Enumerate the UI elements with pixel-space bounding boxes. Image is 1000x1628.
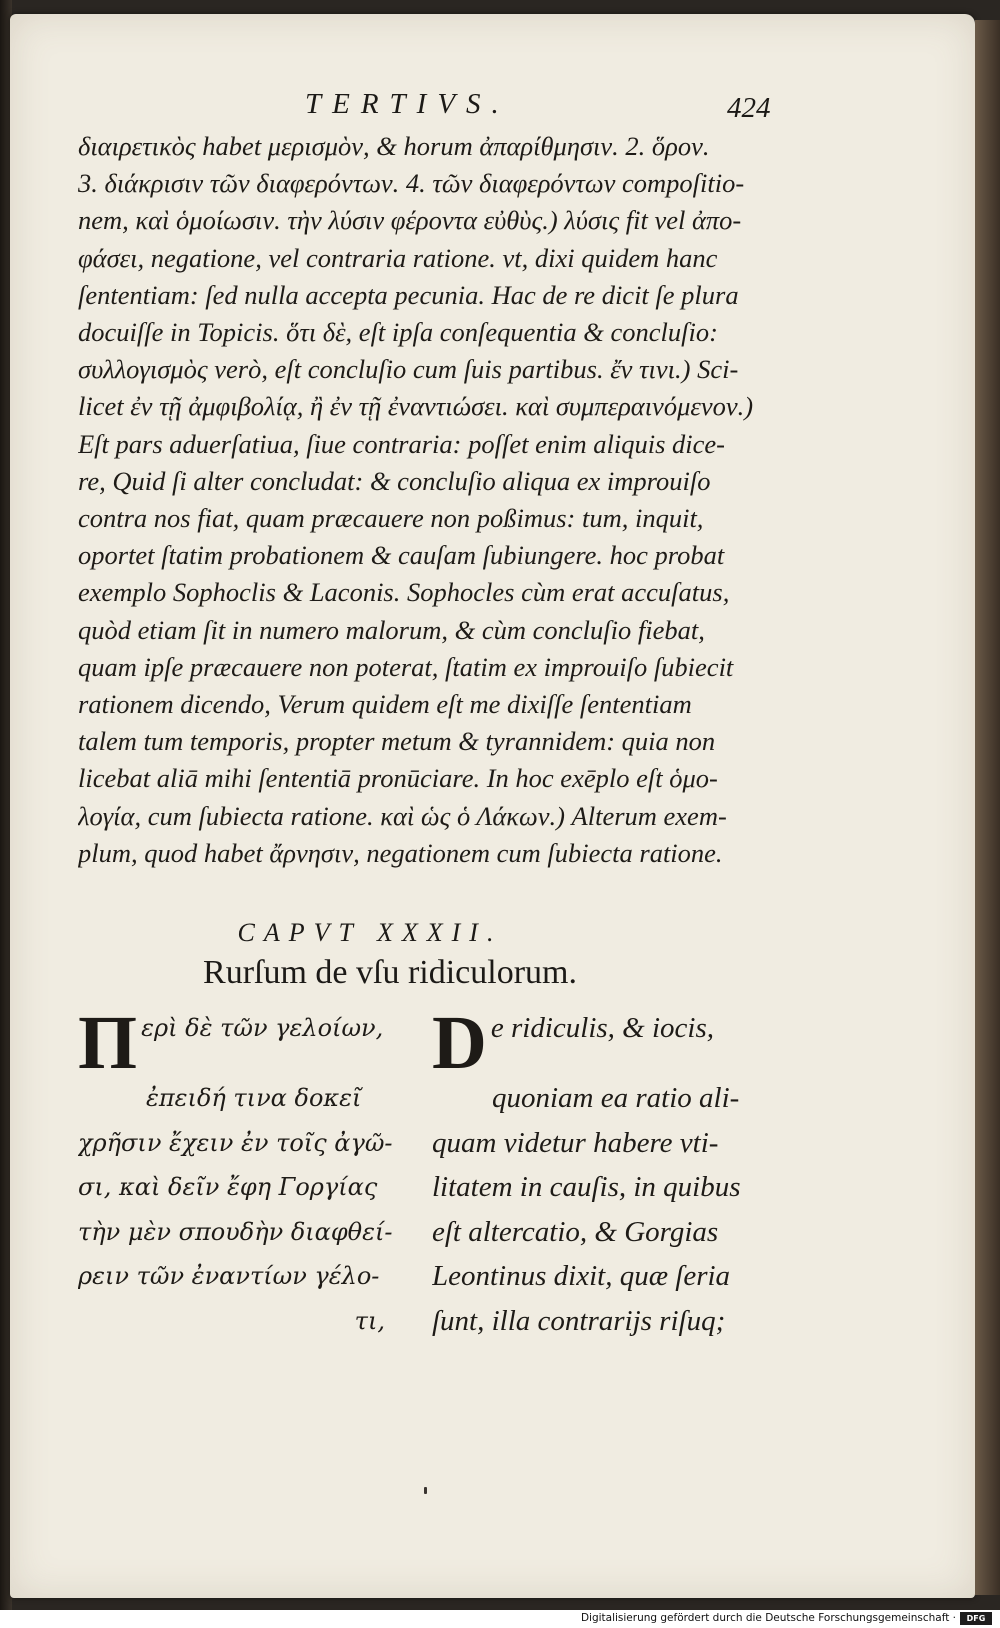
commentary-line: quòd etiam ſit in numero malorum, & cùm concluſio fiebat, bbox=[78, 614, 705, 645]
latin-line: eſt altercatio, & Gorgias bbox=[432, 1215, 719, 1248]
latin-line: e ridiculis, & iocis, bbox=[490, 1012, 715, 1044]
greek-dropcap: Π bbox=[78, 1006, 138, 1076]
greek-line: ἐπειδή τινα δοκεῖ bbox=[146, 1084, 362, 1112]
commentary-line: συλλογισμὸς verò, eſt concluſio cum ſuis partibus. ἔν τινι.) Sci- bbox=[78, 354, 739, 385]
commentary-line: λογία, cum ſubiecta ratione. καὶ ὡς ὁ Λάκων.) Alterum exem- bbox=[78, 800, 727, 831]
commentary-line: 3. διάκρισιν τῶν διαφερόντων. 4. τῶν διαφερόντων compoſitio- bbox=[78, 168, 745, 199]
greek-line: χρῆσιν ἔχειν ἐν τοῖς ἀγῶ- bbox=[78, 1128, 393, 1157]
commentary-line: talem tum temporis, propter metum & tyrannidem: quia non bbox=[78, 726, 716, 757]
greek-text-column bbox=[78, 1006, 413, 1343]
commentary-line: contra nos fiat, quam præcauere non poßimus: tum, inquit, bbox=[78, 503, 704, 534]
digitization-credit: Digitalisierung gefördert durch die Deutsche Forschungsgemeinschaft · bbox=[580, 1612, 956, 1624]
chapter-title: Rurſum de vſu ridiculorum. bbox=[203, 954, 577, 991]
dfg-logo: DFG bbox=[960, 1612, 992, 1625]
commentary-line: Eſt pars aduerſatiua, ſiue contraria: poſſet enim aliquis dice- bbox=[78, 428, 725, 459]
commentary-line: φάσει, negatione, vel contraria ratione. vt, dixi quidem hanc bbox=[78, 242, 718, 273]
commentary-line: licebat aliā mihi ſententiā pronūciare. In hoc exēplo eſt ὁμο- bbox=[78, 763, 718, 794]
latin-line: quoniam ea ratio ali- bbox=[492, 1082, 740, 1114]
commentary-line: plum, quod habet ἄρνησιν, negationem cum ſubiecta ratione. bbox=[78, 837, 723, 868]
page-header bbox=[0, 88, 1000, 128]
commentary-line: exemplo Sophoclis & Laconis. Sophocles cùm erat accuſatus, bbox=[78, 577, 730, 608]
latin-line: quam videtur habere vti- bbox=[432, 1126, 719, 1159]
commentary-line: ſententiam: ſed nulla accepta pecunia. Hac de re dicit ſe plura bbox=[78, 279, 739, 310]
running-head: TERTIVS. bbox=[305, 88, 510, 120]
ink-mark bbox=[424, 1487, 427, 1494]
page-number: 424 bbox=[727, 92, 771, 124]
commentary-line: re, Quid ſi alter concludat: & concluſio aliqua ex improuiſo bbox=[78, 465, 711, 496]
commentary-line: διαιρετικὸς habet μερισμὸν, & horum ἀπαρίθμησιν. 2. ὅρον. bbox=[78, 131, 710, 161]
latin-line: Leontinus dixit, quæ ſeria bbox=[432, 1260, 731, 1292]
latin-line: litatem in cauſis, in quibus bbox=[432, 1171, 741, 1203]
greek-line: τι, bbox=[354, 1306, 385, 1335]
greek-first-line bbox=[78, 1006, 413, 1076]
latin-dropcap: D bbox=[432, 1006, 487, 1076]
latin-line: ſunt, illa contrarijs riſuq; bbox=[432, 1304, 726, 1337]
commentary-line: rationem dicendo, Verum quidem eſt me dixiſſe ſententiam bbox=[78, 689, 692, 720]
commentary-line: nem, καὶ ὁμοίωσιν. τὴν λύσιν φέροντα εὐθὺς.) λύσις fit vel ἀπο- bbox=[78, 205, 742, 236]
commentary-line: licet ἐν τῇ ἀμφιβολίᾳ, ἢ ἐν τῇ ἐναντιώσει. καὶ συμπεραινόμενον.) bbox=[78, 391, 754, 422]
page-right-edge bbox=[975, 20, 1000, 1595]
greek-line: σι, καὶ δεῖν ἔφη Γοργίας bbox=[78, 1173, 378, 1201]
commentary-line: docuiſſe in Topicis. ὅτι δὲ, eſt ipſa conſequentia & concluſio: bbox=[78, 317, 718, 348]
greek-line: ρειν τῶν ἐναντίων γέλο- bbox=[78, 1262, 380, 1290]
greek-line: τὴν μὲν σπουδὴν διαφθεί- bbox=[78, 1217, 393, 1246]
latin-first-line bbox=[432, 1006, 802, 1076]
commentary-block bbox=[78, 128, 808, 872]
greek-line: ερὶ δὲ τῶν γελοίων, bbox=[141, 1014, 384, 1042]
commentary-line: oportet ſtatim probationem & cauſam ſubiungere. hoc probat bbox=[78, 540, 725, 571]
latin-text-column bbox=[432, 1006, 802, 1343]
chapter-heading: CAPVT XXXII. bbox=[237, 918, 503, 947]
commentary-line: quam ipſe præcauere non poterat, ſtatim ex improuiſo ſubiecit bbox=[78, 651, 734, 682]
